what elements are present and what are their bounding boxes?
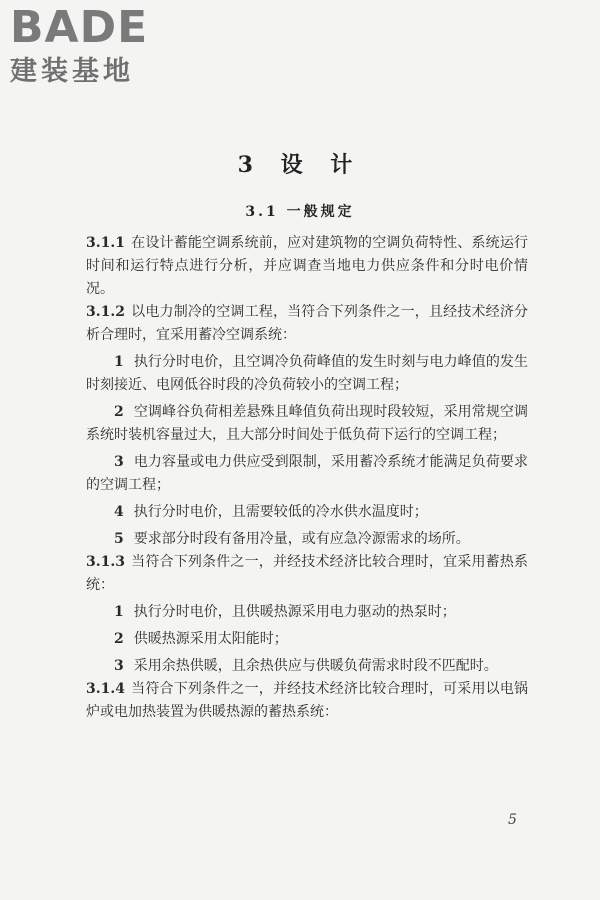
item-number: 5 [114, 531, 124, 547]
paragraph-text: 以电力制冷的空调工程，当符合下列条件之一，且经技术经济分析合理时，宜采用蓄冷空调系统： [86, 304, 528, 343]
item-number: 3 [114, 454, 124, 470]
list-item [86, 451, 528, 497]
paragraph [86, 232, 528, 301]
paragraph-text: 当符合下列条件之一，并经技术经济比较合理时，可采用以电锅炉或电加热装置为供暖热源的蓄热系统： [86, 681, 528, 720]
list-item [86, 628, 528, 651]
item-text: 要求部分时段有备用冷量，或有应急冷源需求的场所。 [133, 531, 470, 547]
list-item [86, 655, 528, 678]
item-text: 供暖热源采用太阳能时； [133, 631, 288, 647]
clause-number: 3.1.1 [86, 235, 125, 251]
paragraph [86, 551, 528, 597]
list-item [86, 401, 528, 447]
paragraph [86, 678, 528, 724]
item-number: 3 [114, 658, 124, 674]
item-number: 2 [114, 404, 124, 420]
clause-number: 3.1.3 [86, 554, 125, 570]
item-text: 电力容量或电力供应受到限制，采用蓄冷系统才能满足负荷要求的空调工程； [86, 454, 528, 493]
item-number: 2 [114, 631, 124, 647]
item-text: 执行分时电价，且供暖热源采用电力驱动的热泵时； [133, 604, 456, 620]
clause-number: 3.1.2 [86, 304, 125, 320]
clause-number: 3.1.4 [86, 681, 125, 697]
item-number: 1 [114, 604, 124, 620]
page-number: 5 [508, 812, 517, 828]
section-title: 3.1 一般规定 [245, 204, 355, 220]
logo-subtitle: 建装基地 [10, 56, 134, 87]
item-text: 执行分时电价，且空调冷负荷峰值的发生时刻与电力峰值的发生时刻接近、电网低谷时段的冷负荷较小的空调工程； [86, 354, 528, 393]
list-item [86, 351, 528, 397]
item-number: 4 [114, 504, 124, 520]
item-text: 采用余热供暖，且余热供应与供暖负荷需求时段不匹配时。 [133, 658, 498, 674]
logo-wordmark: BADE [10, 2, 149, 53]
item-number: 1 [114, 354, 124, 370]
list-item [86, 528, 528, 551]
body-text [86, 232, 528, 724]
paragraph [86, 301, 528, 347]
chapter-title: 3 设 计 [237, 152, 363, 178]
paragraph-text: 当符合下列条件之一，并经技术经济比较合理时，宜采用蓄热系统： [86, 554, 528, 593]
logo [10, 4, 180, 94]
list-item [86, 501, 528, 524]
list-item [86, 601, 528, 624]
paragraph-text: 在设计蓄能空调系统前，应对建筑物的空调负荷特性、系统运行时间和运行特点进行分析，并应调查当地电力供应条件和分时电价情况。 [86, 235, 528, 297]
item-text: 执行分时电价，且需要较低的冷水供水温度时； [133, 504, 428, 520]
item-text: 空调峰谷负荷相差悬殊且峰值负荷出现时段较短，采用常规空调系统时装机容量过大，且大部分时间处于低负荷下运行的空调工程； [86, 404, 528, 443]
